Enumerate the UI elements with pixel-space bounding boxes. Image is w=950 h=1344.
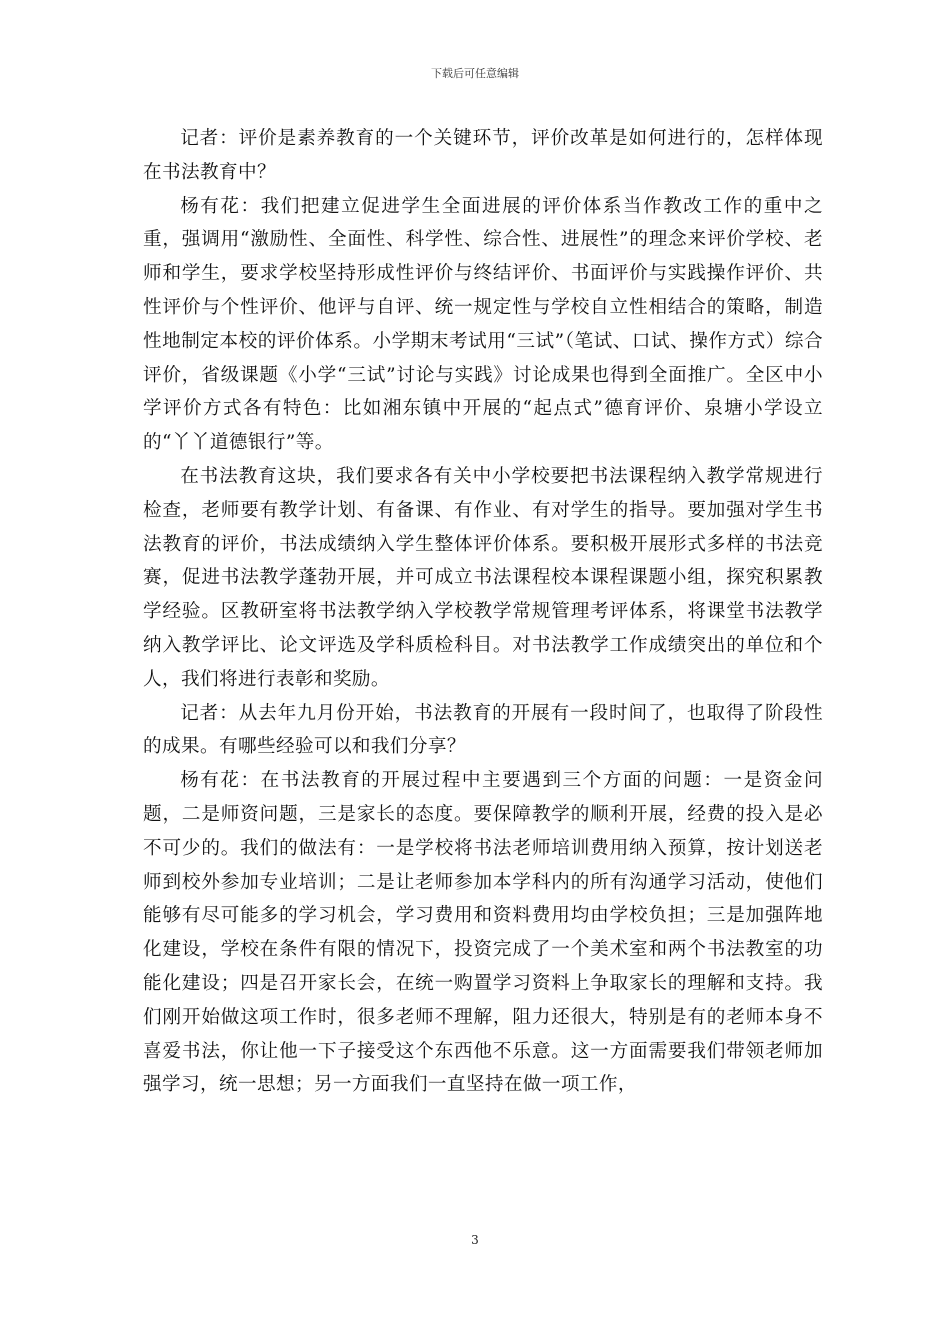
document-body	[143, 122, 823, 1102]
page-header: 下载后可任意编辑	[431, 67, 519, 80]
paragraph-yang-answer-evaluation: 杨有花：我们把建立促进学生全面进展的评价体系当作教改工作的重中之重，强调用“激励性、全面性、科学性、综合性、进展性”的理念来评价学校、老师和学生，要求学校坚持形成性评价与终结评价、书面评价与实践操作评价、共性评价与个性评价、他评与自评、统一规定性与学校自立性相结合的策略，制造性地制定本校的评价体系。小学期末考试用“三试”（笔试、口试、操作方式）综合评价，省级课题《小学“三试”讨论与实践》讨论成果也得到全面推广。全区中小学评价方式各有特色：比如湘东镇中开展的“起点式”德育评价、泉塘小学设立的“丫丫道德银行”等。	[143, 195, 823, 454]
paragraph-yang-answer-experience: 杨有花：在书法教育的开展过程中主要遇到三个方面的问题：一是资金问题，二是师资问题，三是家长的态度。要保障教学的顺利开展，经费的投入是必不可少的。我们的做法有：一是学校将书法老师培训费用纳入预算，按计划送老师到校外参加专业培训；二是让老师参加本学科内的所有沟通学习活动，使他们能够有尽可能多的学习机会，学习费用和资料费用均由学校负担；三是加强阵地化建设，学校在条件有限的情况下，投资完成了一个美术室和两个书法教室的功能化建设；四是召开家长会，在统一购置学习资料上争取家长的理解和支持。我们刚开始做这项工作时，很多老师不理解，阻力还很大，特别是有的老师本身不喜爱书法，你让他一下子接受这个东西他不乐意。这一方面需要我们带领老师加强学习，统一思想；另一方面我们一直坚持在做一项工作，	[143, 770, 823, 1096]
paragraph-calligraphy-education: 在书法教育这块，我们要求各有关中小学校要把书法课程纳入教学常规进行检查，老师要有教学计划、有备课、有作业、有对学生的指导。要加强对学生书法教育的评价，书法成绩纳入学生整体评价体系。要积极开展形式多样的书法竞赛，促进书法教学蓬勃开展，并可成立书法课程校本课程课题小组，探究积累教学经验。区教研室将书法教学纳入学校教学常规管理考评体系，将课堂书法教学纳入教学评比、论文评选及学科质检科目。对书法教学工作成绩突出的单位和个人，我们将进行表彰和奖励。	[143, 465, 823, 690]
paragraph-reporter-question-evaluation: 记者：评价是素养教育的一个关键环节，评价改革是如何进行的，怎样体现在书法教育中？	[143, 128, 823, 183]
paragraph-reporter-question-experience: 记者：从去年九月份开始，书法教育的开展有一段时间了，也取得了阶段性的成果。有哪些经验可以和我们分享？	[143, 702, 823, 758]
page-number: 3	[471, 1233, 479, 1247]
